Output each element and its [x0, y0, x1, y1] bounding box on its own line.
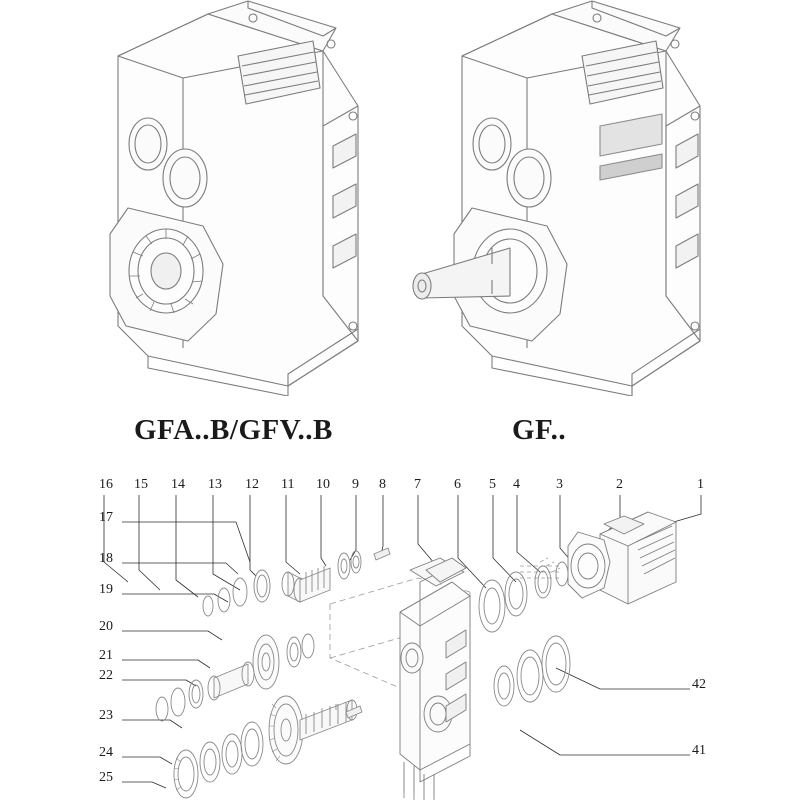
exploded-parts-diagram: [0, 462, 800, 800]
callout-number: 1: [697, 477, 704, 492]
callout-number: 8: [379, 477, 386, 492]
gearbox-assembly-left: [88, 0, 388, 396]
callout-number: 11: [281, 477, 295, 492]
exploded-view-area: [0, 462, 800, 800]
callout-number: 14: [171, 477, 185, 492]
callout-number: 21: [99, 648, 113, 663]
callout-number: 24: [99, 745, 113, 760]
callout-number: 17: [99, 510, 113, 525]
callout-number: 16: [99, 477, 113, 492]
gearbox-assembly-right: [400, 0, 720, 396]
callout-number: 10: [316, 477, 330, 492]
callout-number: 22: [99, 668, 113, 683]
callout-number: 6: [454, 477, 461, 492]
callout-number: 19: [99, 582, 113, 597]
callout-number: 5: [489, 477, 496, 492]
callout-number: 12: [245, 477, 259, 492]
callout-number: 2: [616, 477, 623, 492]
callout-number: 9: [352, 477, 359, 492]
callout-number: 42: [692, 677, 706, 692]
caption-left-model: GFA..B/GFV..B: [134, 414, 333, 446]
callout-number: 23: [99, 708, 113, 723]
callout-number: 4: [513, 477, 520, 492]
callout-number: 13: [208, 477, 222, 492]
callout-number: 25: [99, 770, 113, 785]
callout-number: 41: [692, 743, 706, 758]
callout-number: 15: [134, 477, 148, 492]
callout-number: 18: [99, 551, 113, 566]
caption-right-model: GF..: [512, 414, 567, 446]
callout-number: 3: [556, 477, 563, 492]
callout-number: 7: [414, 477, 421, 492]
callout-number: 20: [99, 619, 113, 634]
